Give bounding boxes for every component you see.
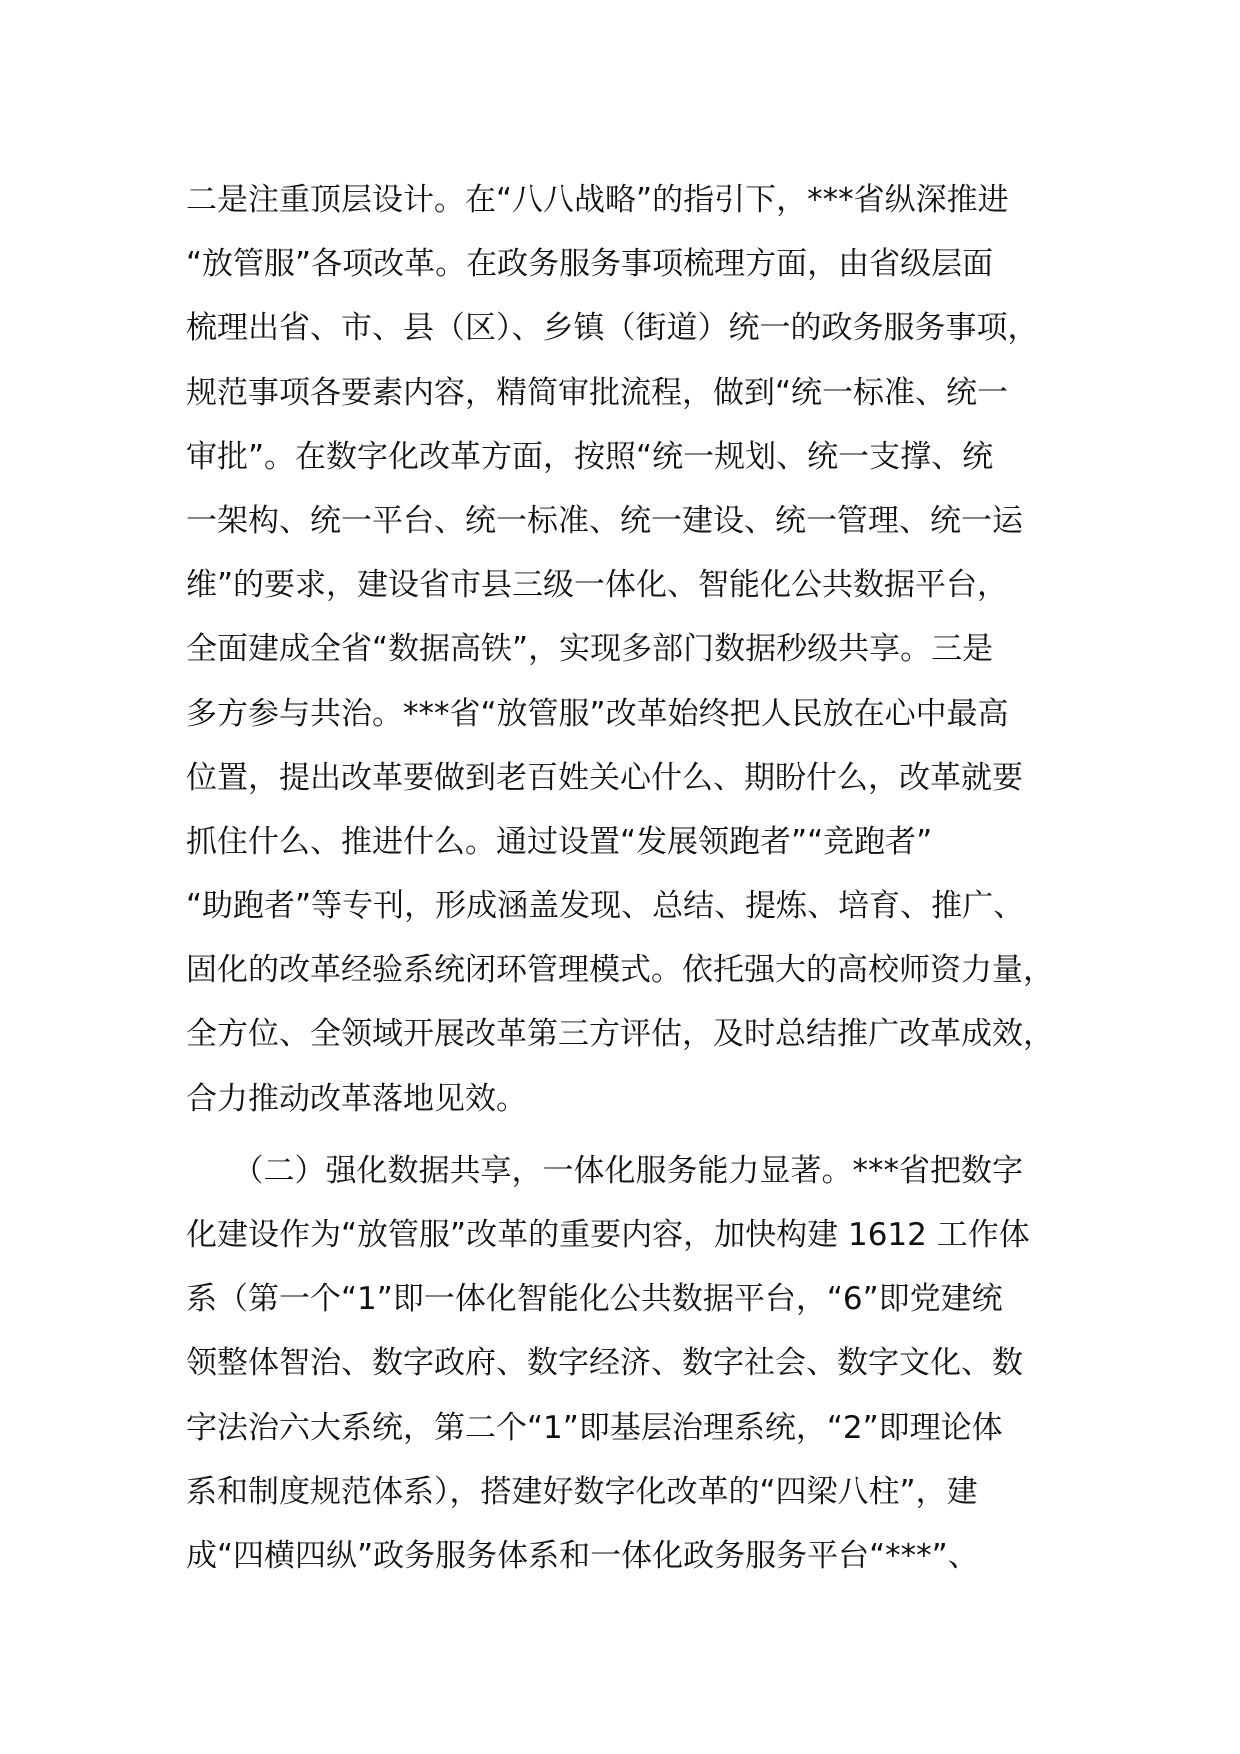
text-line: 维”的要求，建设省市县三级一体化、智能化公共数据平台， [186, 567, 1009, 604]
text-line: 领整体智治、数字政府、数字经济、数字社会、数字文化、数 [186, 1345, 1023, 1382]
body-text [186, 168, 1086, 1588]
text-line: 规范事项各要素内容，精简审批流程，做到“统一标准、统一 [186, 374, 1009, 411]
text-line: 全面建成全省“数据高铁”，实现多部门数据秒级共享。三是 [186, 631, 994, 668]
section-heading-line: （二）强化数据共享，一体化服务能力显著。***省把数字 [186, 1152, 1023, 1189]
text-line: 系和制度规范体系），搭建好数字化改革的“四梁八柱”，建 [186, 1473, 978, 1510]
text-line: 二是注重顶层设计。在“八八战略”的指引下，***省纵深推进 [186, 182, 1009, 218]
text-line: “放管服”各项改革。在政务服务事项梳理方面，由省级层面 [186, 246, 994, 283]
text-line: 审批”。在数字化改革方面，按照“统一规划、统一支撑、统 [186, 438, 994, 475]
text-line: 一架构、统一平台、统一标准、统一建设、统一管理、统一运 [186, 502, 1023, 539]
text-line: 全方位、全领域开展改革第三方评估，及时总结推广改革成效， [186, 1016, 1054, 1053]
text-line: 梳理出省、市、县（区）、乡镇（街道）统一的政务服务事项， [186, 310, 1039, 347]
text-line: 合力推动改革落地见效。 [186, 1080, 527, 1117]
text-line: “助跑者”等专刊，形成涵盖发现、总结、提炼、培育、推广、 [186, 888, 1025, 925]
text-line: 系（第一个“1”即一体化智能化公共数据平台，“6”即党建统 [186, 1281, 1003, 1318]
text-line: 多方参与共治。***省“放管服”改革始终把人民放在心中最高 [186, 695, 1009, 732]
text-line: 字法治六大系统，第二个“1”即基层治理系统，“2”即理论体 [186, 1409, 1003, 1446]
text-line: 固化的改革经验系统闭环管理模式。依托强大的高校师资力量， [186, 952, 1054, 989]
text-line: 位置，提出改革要做到老百姓关心什么、期盼什么，改革就要 [186, 759, 1023, 796]
text-line: 成“四横四纵”政务服务体系和一体化政务服务平台“***”、 [186, 1537, 979, 1574]
text-line: 化建设作为“放管服”改革的重要内容，加快构建 1612 工作体 [186, 1217, 1030, 1253]
text-line: 抓住什么、推进什么。通过设置“发展领跑者”“竞跑者” [186, 823, 933, 860]
